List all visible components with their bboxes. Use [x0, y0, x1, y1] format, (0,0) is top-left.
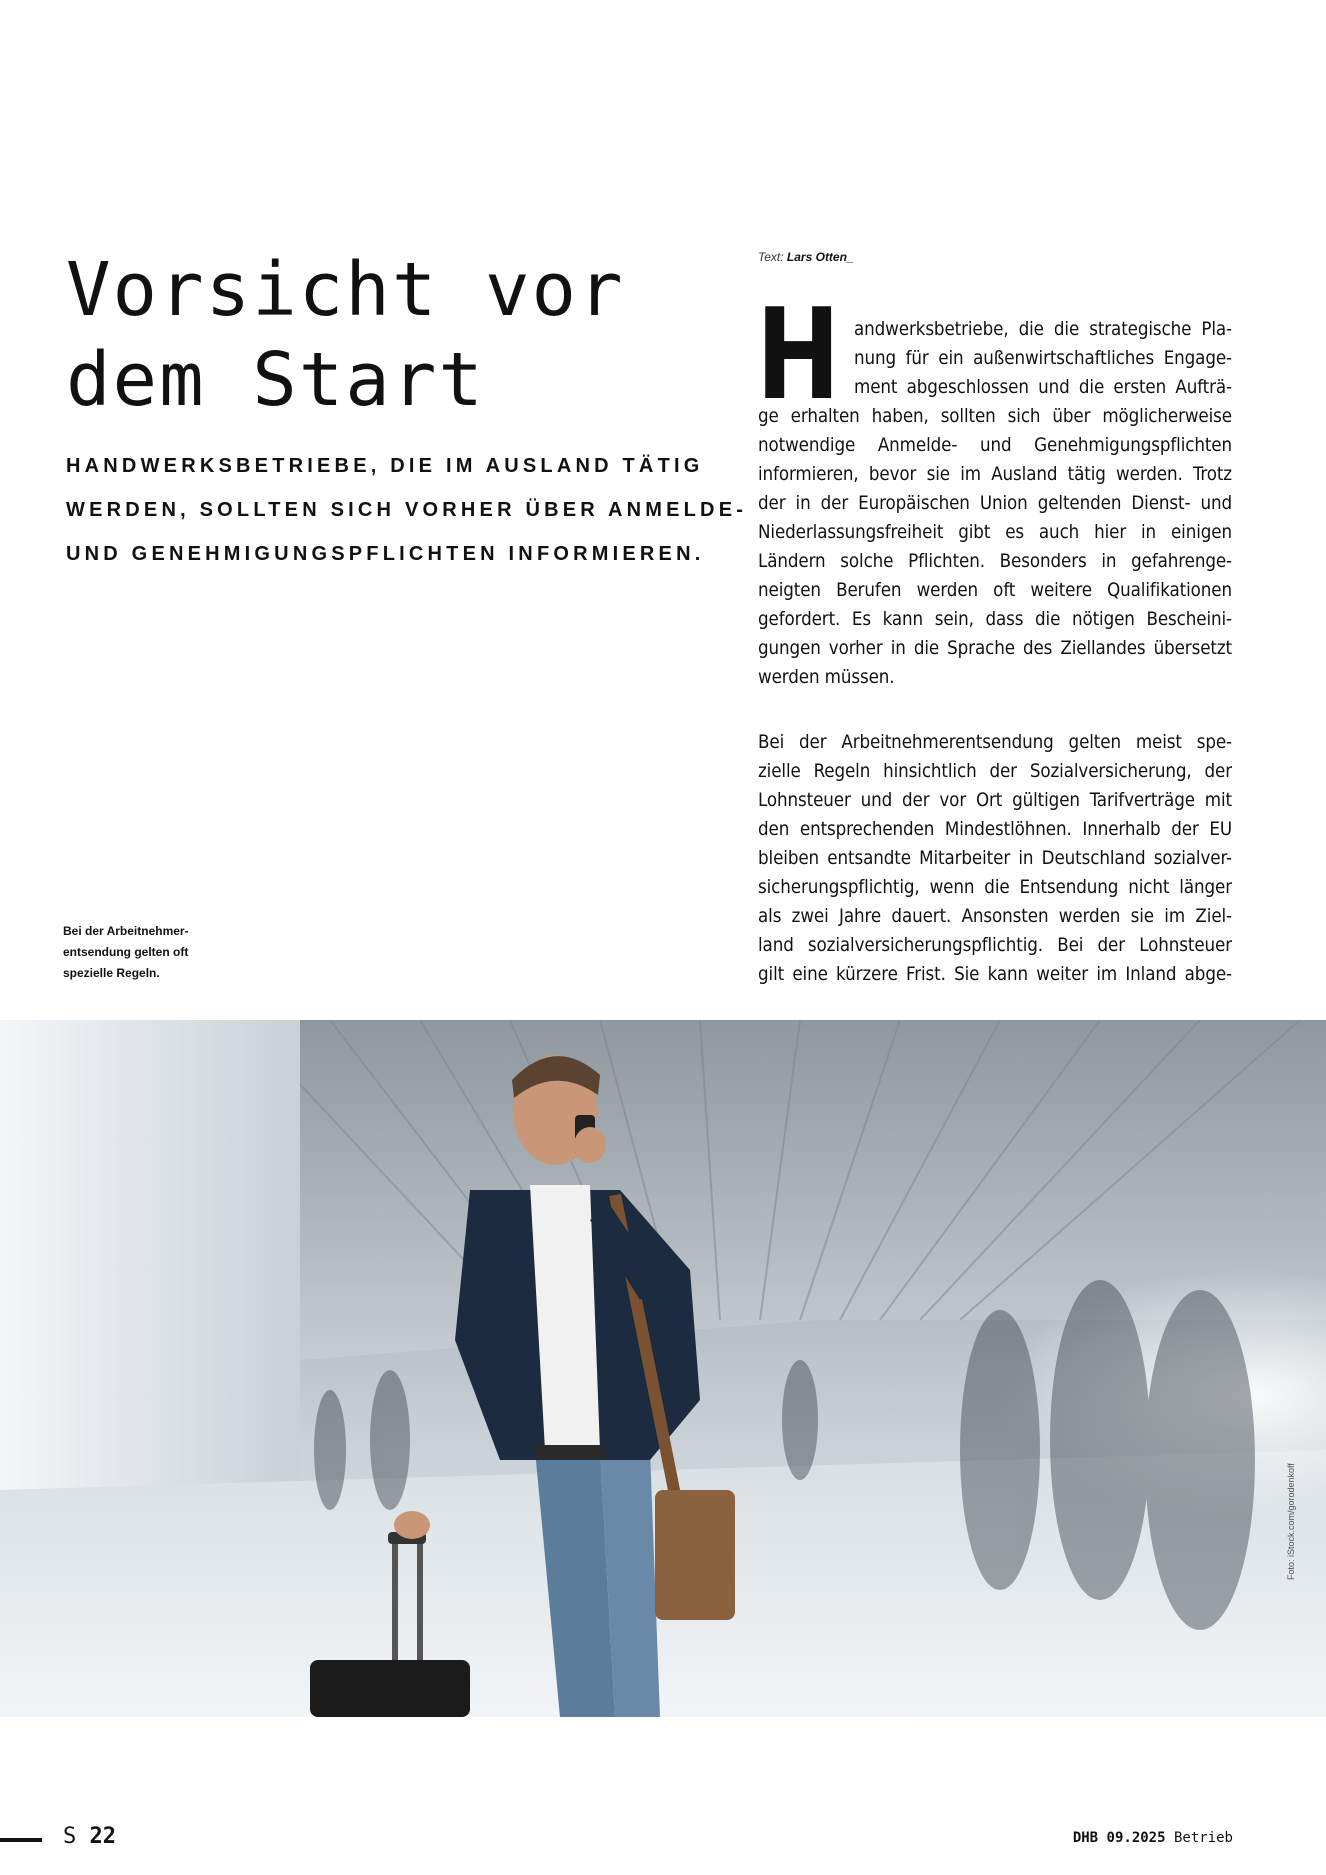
byline — [758, 250, 854, 264]
title-line: dem Start — [66, 337, 485, 423]
text-line: bleiben entsandte Mitarbeiter in Deutschland sozialver- — [758, 848, 1232, 869]
text-line: ge erhalten haben, sollten sich über möglicherweise — [758, 406, 1232, 427]
text-line: Niederlassungsfreiheit gibt es auch hier in einigen — [758, 522, 1232, 543]
issue-label: DHB 09.2025 — [1072, 1830, 1166, 1846]
page-prefix: S — [63, 1824, 77, 1849]
text-line: Lohnsteuer und der vor Ort gültigen Tarifverträge mit — [758, 790, 1232, 811]
caption-line: entsendung gelten oft — [63, 945, 189, 959]
article-photo — [0, 1020, 1326, 1717]
text-line: gilt eine kürzere Frist. Sie kann weiter im Inland abge- — [758, 964, 1232, 985]
photo-credit: Foto: iStock.com/gorodenkoff — [1286, 1463, 1296, 1580]
article-lead — [66, 444, 748, 576]
text-line: andwerksbetriebe, die die strategische Pla- — [854, 319, 1232, 340]
paragraph-2 — [758, 728, 1232, 989]
text-line: notwendige Anmelde- und Genehmigungspflichten — [758, 435, 1232, 456]
text-line: sicherungspflichtig, wenn die Entsendung nicht länger — [758, 877, 1232, 898]
footer-bar — [0, 1838, 42, 1842]
byline-author: Lars Otten_ — [786, 250, 854, 264]
caption-line: spezielle Regeln. — [63, 966, 160, 980]
text-line: als zwei Jahre dauert. Ansonsten werden sie im Ziel- — [758, 906, 1232, 927]
title-line: Vorsicht vor — [66, 247, 625, 333]
image-caption — [63, 921, 223, 984]
text-line: gefordert. Es kann sein, dass die nötigen Bescheini- — [758, 609, 1232, 630]
byline-prefix: Text: — [758, 250, 784, 264]
text-line: werden müssen. — [758, 667, 895, 688]
airport-scene-illustration — [0, 1020, 1326, 1717]
page-number — [63, 1824, 116, 1849]
text-line: zielle Regeln hinsichtlich der Sozialversicherung, der — [758, 761, 1232, 782]
text-line: Ländern solche Pflichten. Besonders in gefahrenge- — [758, 551, 1232, 572]
text-line: den entsprechenden Mindestlöhnen. Innerhalb der EU — [758, 819, 1232, 840]
text-line: neigten Berufen werden oft weitere Qualifikationen — [758, 580, 1232, 601]
text-line: land sozialversicherungspflichtig. Bei der Lohnsteuer — [758, 935, 1232, 956]
lead-line: WERDEN, SOLLTEN SICH VORHER ÜBER ANMELDE- — [66, 499, 748, 521]
section-label: Betrieb — [1173, 1830, 1233, 1846]
lead-line: HANDWERKSBETRIEBE, DIE IM AUSLAND TÄTIG — [66, 455, 704, 477]
text-line: der in der Europäischen Union geltenden Dienst- und — [758, 493, 1232, 514]
text-line: Bei der Arbeitnehmerentsendung gelten meist spe- — [758, 732, 1232, 753]
footer-issue — [1073, 1830, 1233, 1846]
text-line: gungen vorher in die Sprache des Ziellandes übersetzt — [758, 638, 1232, 659]
caption-line: Bei der Arbeitnehmer- — [63, 924, 189, 938]
article-title — [66, 245, 706, 425]
page-number-value: 22 — [89, 1824, 116, 1849]
lead-line: UND GENEHMIGUNGSPFLICHTEN INFORMIEREN. — [66, 543, 705, 565]
text-line: ment abgeschlossen und die ersten Aufträ- — [854, 377, 1232, 398]
dropcap: H — [756, 281, 841, 428]
paragraph-1 — [758, 315, 1232, 692]
text-line: nung für ein außenwirtschaftliches Engage- — [854, 348, 1232, 369]
text-line: informieren, bevor sie im Ausland tätig werden. Trotz — [758, 464, 1232, 485]
